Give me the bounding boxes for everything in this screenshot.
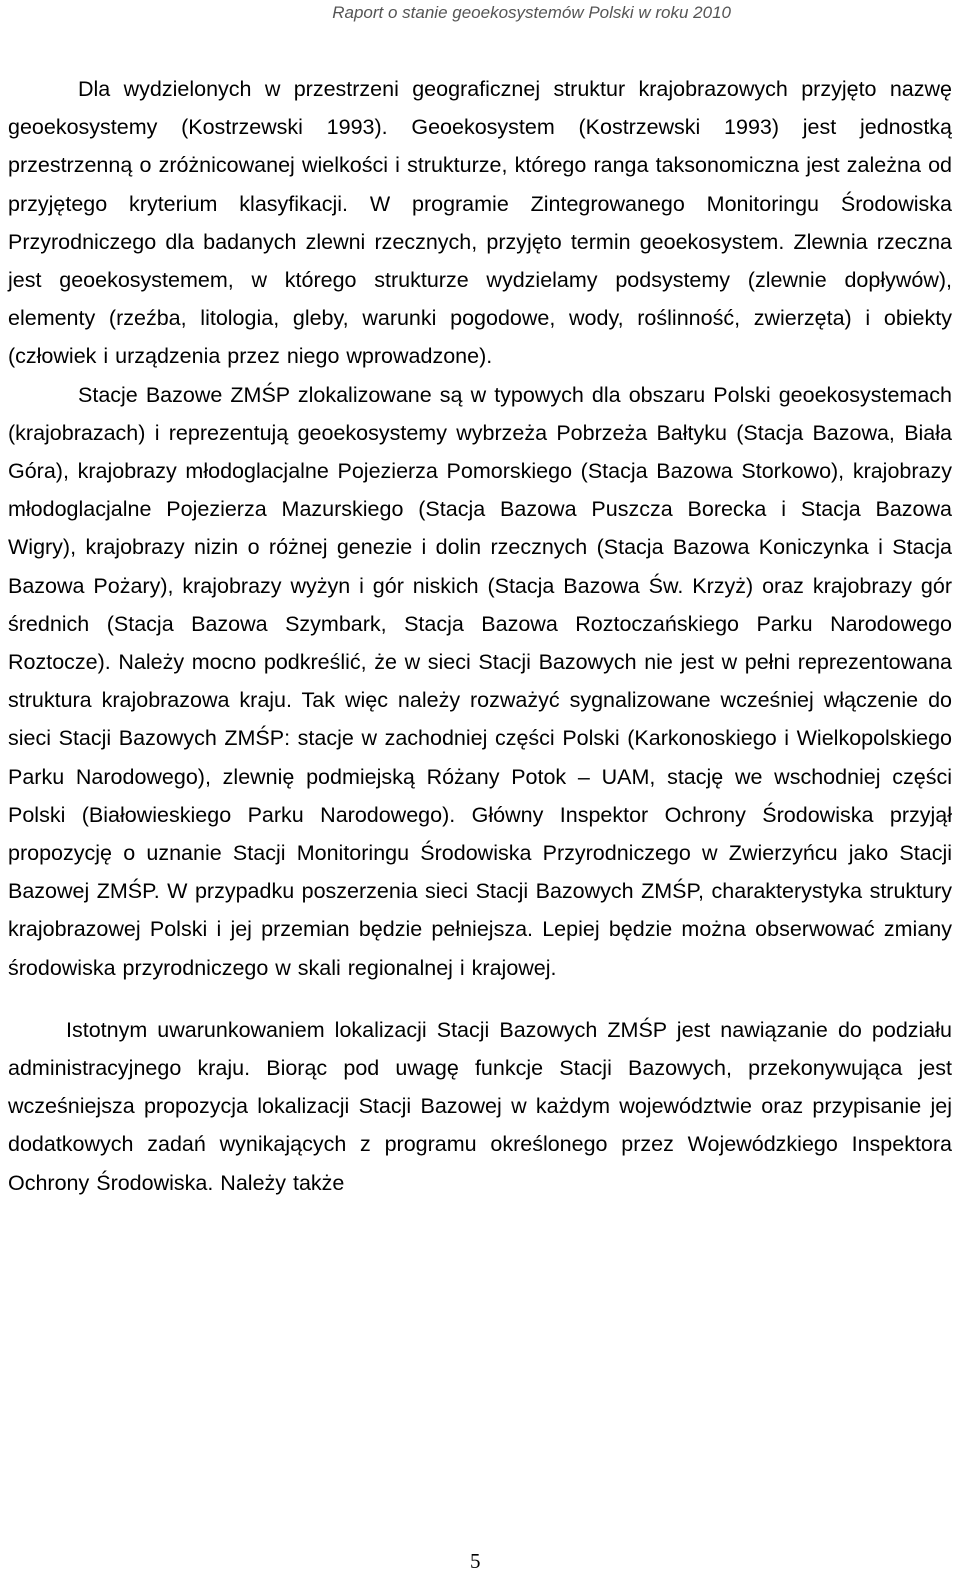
page-number: 5 — [470, 1549, 481, 1573]
paragraph-geoekosystem-definition: Dla wydzielonych w przestrzeni geograficznej struktur krajobrazowych przyjęto nazwę geoekosystemy (Kostrzewski 1993). Geoekosystem (Kostrzewski 1993) jest jednostką przestrzenną o zróżnicowanej wielkości i strukturze, którego ranga taksonomiczna jest zależna od przyjętego kryterium klasyfikacji. W programie Zintegrowanego Monitoringu Środowiska Przyrodniczego dla badanych zlewni rzecznych, przyjęto termin geoekosystem. Zlewnia rzeczna jest geoekosystemem, w którego strukturze wydzielamy podsystemy (zlewnie dopływów), elementy (rzeźba, litologia, gleby, warunki pogodowe, wody, roślinność, zwierzęta) i obiekty (człowiek i urządzenia przez niego wprowadzone). — [8, 77, 952, 369]
running-header-title: Raport o stanie geoekosystemów Polski w roku 2010 — [332, 3, 731, 22]
paragraph-administrative-location: Istotnym uwarunkowaniem lokalizacji Stacji Bazowych ZMŚP jest nawiązanie do podziału administracyjnego kraju. Biorąc pod uwagę funkcje Stacji Bazowych, przekonywująca jest wcześniejsza propozycja lokalizacji Stacji Bazowej w każdym województwie oraz przypisanie jej dodatkowych zadań wynikających z programu określonego przez Wojewódzkiego Inspektora Ochrony Środowiska. Należy także — [8, 1017, 952, 1195]
document-body — [8, 70, 952, 1202]
paragraph-base-stations: Stacje Bazowe ZMŚP zlokalizowane są w typowych dla obszaru Polski geoekosystemach (krajobrazach) i reprezentują geoekosystemy wybrzeża Pobrzeża Bałtyku (Stacja Bazowa, Biała Góra), krajobrazy młodoglacjalne Pojezierza Pomorskiego (Stacja Bazowa Storkowo), krajobrazy młodoglacjalne Pojezierza Mazurskiego (Stacja Bazowa Puszcza Borecka i Stacja Bazowa Wigry), krajobrazy nizin o różnej genezie i dolin rzecznych (Stacja Bazowa Koniczynka i Stacja Bazowa Pożary), krajobrazy wyżyn i gór niskich (Stacja Bazowa Św. Krzyż) oraz krajobrazy gór średnich (Stacja Bazowa Szymbark, Stacja Bazowa Roztoczańskiego Parku Narodowego Roztocze). Należy mocno podkreślić, że w sieci Stacji Bazowych nie jest w pełni reprezentowana struktura krajobrazowa kraju. Tak więc należy rozważyć sygnalizowane wcześniej włączenie do sieci Stacji Bazowych ZMŚP: stacje w zachodniej części Polski (Karkonoskiego i Wielkopolskiego Parku Narodowego), zlewnię podmiejską Różany Potok – UAM, stację we wschodniej części Polski (Białowieskiego Parku Narodowego). Główny Inspektor Ochrony Środowiska przyjął propozycję o uznanie Stacji Monitoringu Środowiska Przyrodniczego w Zwierzyńcu jako Stacji Bazowej ZMŚP. W przypadku poszerzenia sieci Stacji Bazowych ZMŚP, charakterystyka struktury krajobrazowej Polski i jej przemian będzie pełniejsza. Lepiej będzie można obserwować zmiany środowiska przyrodniczego w skali regionalnej i krajowej. — [8, 382, 952, 980]
